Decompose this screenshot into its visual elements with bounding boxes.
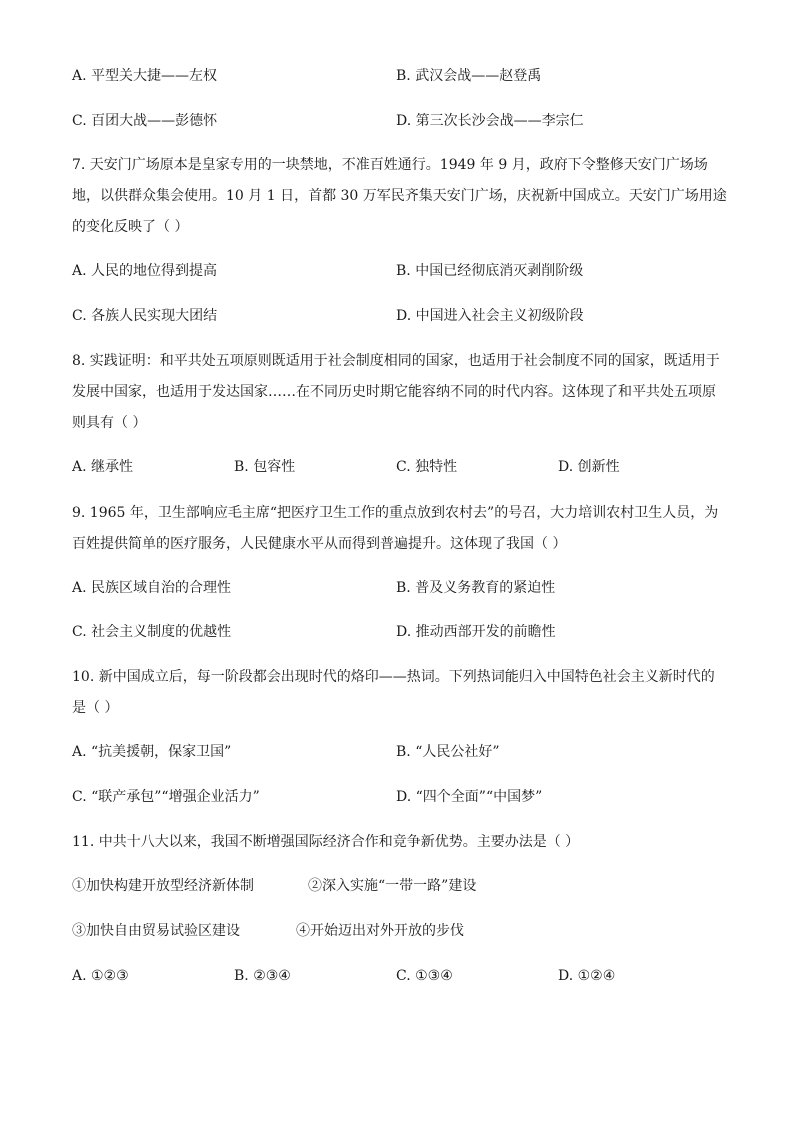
q8-option-d: D. 创新性	[558, 459, 620, 475]
q10-stem-line-2: 是（ ）	[72, 700, 119, 716]
q9-stem-line-1: 9. 1965 年，卫生部响应毛主席“把医疗卫生工作的重点放到农村去”的号召，大力培训农村卫生人员，为	[72, 505, 719, 521]
q10-option-b: B. “人民公社好”	[396, 744, 500, 760]
q8-option-c: C. 独特性	[396, 459, 458, 475]
q7-option-d: D. 中国进入社会主义初级阶段	[396, 308, 584, 324]
q10-option-d: D. “四个全面”“中国梦”	[396, 789, 543, 805]
q11-stem-line-1: 11. 中共十八大以来，我国不断增强国际经济合作和竞争新优势。主要办法是（ ）	[72, 834, 580, 850]
q6-option-a: A. 平型关大捷——左权	[72, 68, 218, 84]
q9-stem-line-2: 百姓提供简单的医疗服务，人民健康水平从而得到普遍提升。这体现了我国（ ）	[72, 536, 567, 552]
q10-option-a: A. “抗美援朝，保家卫国”	[72, 744, 232, 760]
q11-item-1: ①加快构建开放型经济新体制	[72, 878, 254, 894]
q8-stem-line-3: 则具有（ ）	[72, 415, 147, 431]
q6-option-d: D. 第三次长沙会战——李宗仁	[396, 113, 584, 129]
q10-option-c: C. “联产承包”“增强企业活力”	[72, 789, 260, 805]
q7-stem-line-2: 地，以供群众集会使用。10 月 1 日，首都 30 万军民齐集天安门广场，庆祝新中国成立。天安门广场用途	[72, 188, 727, 204]
q7-option-a: A. 人民的地位得到提高	[72, 263, 218, 279]
q8-stem-line-1: 8. 实践证明：和平共处五项原则既适用于社会制度相同的国家，也适用于社会制度不同的国家，既适用于	[72, 353, 720, 369]
q7-stem-line-3: 的变化反映了（ ）	[72, 219, 189, 235]
q11-option-a: A. ①②③	[72, 968, 129, 984]
q7-stem-line-1: 7. 天安门广场原本是皇家专用的一块禁地，不准百姓通行。1949 年 9 月，政府下令整修天安门广场场	[72, 157, 708, 173]
q7-option-c: C. 各族人民实现大团结	[72, 308, 218, 324]
q7-option-b: B. 中国已经彻底消灭剥削阶级	[396, 263, 584, 279]
q6-option-b: B. 武汉会战——赵登禹	[396, 68, 542, 84]
q9-option-d: D. 推动西部开发的前瞻性	[396, 624, 556, 640]
q8-option-a: A. 继承性	[72, 459, 134, 475]
q10-stem-line-1: 10. 新中国成立后，每一阶段都会出现时代的烙印——热词。下列热词能归入中国特色社会主义新时代的	[72, 669, 715, 685]
q8-option-b: B. 包容性	[234, 459, 296, 475]
q11-item-3: ③加快自由贸易试验区建设	[72, 923, 240, 939]
q11-option-c: C. ①③④	[396, 968, 453, 984]
q11-item-2: ②深入实施“一带一路”建设	[308, 878, 477, 894]
q8-stem-line-2: 发展中国家，也适用于发达国家……在不同历史时期它能容纳不同的时代内容。这体现了和平共处五项原	[72, 384, 716, 400]
q11-option-d: D. ①②④	[558, 968, 616, 984]
q6-option-c: C. 百团大战——彭德怀	[72, 113, 218, 129]
q9-option-c: C. 社会主义制度的优越性	[72, 624, 232, 640]
q9-option-a: A. 民族区域自治的合理性	[72, 580, 232, 596]
q9-option-b: B. 普及义务教育的紧迫性	[396, 580, 556, 596]
q11-item-4: ④开始迈出对外开放的步伐	[296, 923, 464, 939]
q11-option-b: B. ②③④	[234, 968, 291, 984]
